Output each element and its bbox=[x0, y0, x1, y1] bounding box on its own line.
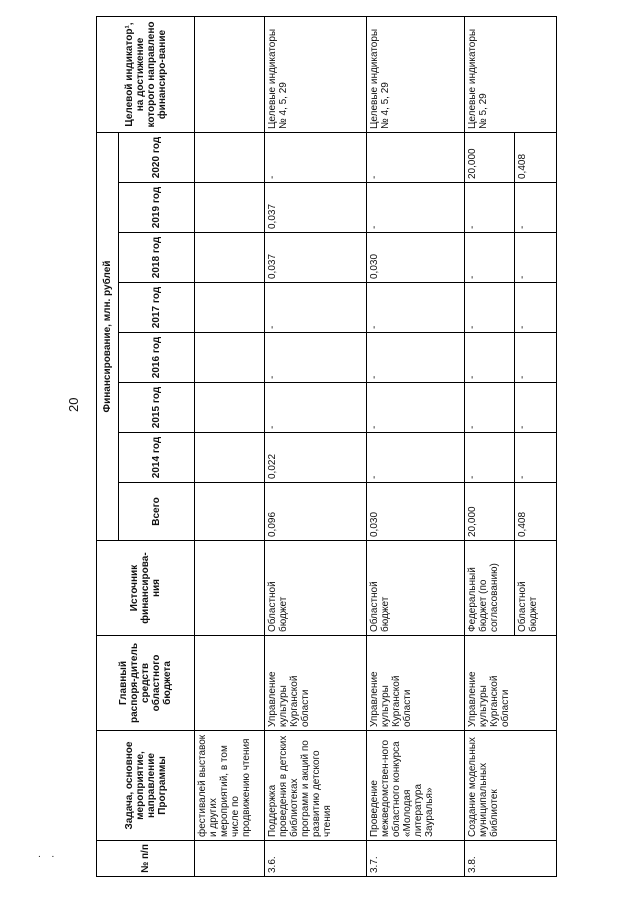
cell-num: 3.6. bbox=[265, 841, 367, 877]
scan-marks: . . bbox=[38, 849, 59, 860]
cell-manager: Управление культуры Курганской области bbox=[367, 636, 465, 731]
financing-table bbox=[96, 16, 557, 877]
table-row bbox=[265, 17, 367, 877]
cell-year: - bbox=[367, 383, 465, 433]
cell-num: 3.8. bbox=[465, 841, 557, 877]
header-year: 2019 год bbox=[119, 183, 195, 233]
cell-year: - bbox=[515, 283, 557, 333]
cell-source: Областной бюджет bbox=[515, 541, 557, 636]
cell-target: Целевые индикаторы № 5, 29 bbox=[465, 17, 557, 133]
cell-year: - bbox=[367, 183, 465, 233]
cell-target bbox=[195, 17, 265, 133]
page-number: 20 bbox=[66, 397, 81, 412]
cell-year bbox=[195, 233, 265, 283]
cell-year: - bbox=[515, 183, 557, 233]
cell-source: Областной бюджет bbox=[265, 541, 367, 636]
cell-year: - bbox=[265, 283, 367, 333]
cell-year: - bbox=[465, 233, 515, 283]
cell-year: - bbox=[265, 133, 367, 183]
cell-target: Целевые индикаторы № 4, 5, 29 bbox=[367, 17, 465, 133]
cell-task: фестивалей выставок и других мероприятий, в том числе по продвижению чтения bbox=[195, 731, 265, 841]
cell-source: Федеральный бюджет (по согласованию) bbox=[465, 541, 515, 636]
cell-source: Областной бюджет bbox=[367, 541, 465, 636]
cell-year: - bbox=[265, 333, 367, 383]
cell-year: 0,030 bbox=[367, 233, 465, 283]
cell-year: - bbox=[265, 383, 367, 433]
cell-task: Поддержка проведения в детских библиотеках программ и акций по развитию детского чтения bbox=[265, 731, 367, 841]
cell-year bbox=[195, 133, 265, 183]
header-year: 2015 год bbox=[119, 383, 195, 433]
cell-year: - bbox=[367, 133, 465, 183]
cell-year: - bbox=[465, 383, 515, 433]
cell-year: 0,037 bbox=[265, 183, 367, 233]
cell-year: - bbox=[367, 333, 465, 383]
cell-target: Целевые индикаторы № 4, 5, 29 bbox=[265, 17, 367, 133]
cell-num bbox=[195, 841, 265, 877]
cell-year: - bbox=[465, 333, 515, 383]
cell-year: - bbox=[515, 233, 557, 283]
header-year: 2020 год bbox=[119, 133, 195, 183]
header-year: 2017 год bbox=[119, 283, 195, 333]
cell-year bbox=[195, 383, 265, 433]
cell-manager: Управление культуры Курганской области bbox=[465, 636, 557, 731]
cell-total: 0,030 bbox=[367, 483, 465, 541]
cell-total: 0,408 bbox=[515, 483, 557, 541]
cell-total bbox=[195, 483, 265, 541]
cell-year bbox=[195, 283, 265, 333]
cell-manager bbox=[195, 636, 265, 731]
header-task: Задача, основное мероприятие, направление Программы bbox=[97, 731, 195, 841]
table-row bbox=[367, 17, 465, 877]
cell-year: - bbox=[367, 433, 465, 483]
cell-year: 0,022 bbox=[265, 433, 367, 483]
cell-year: 0,408 bbox=[515, 133, 557, 183]
cell-year bbox=[195, 333, 265, 383]
cell-year: - bbox=[465, 283, 515, 333]
header-source: Источник финансирова-ния bbox=[97, 541, 195, 636]
cell-year: 20,000 bbox=[465, 133, 515, 183]
cell-year: 0,037 bbox=[265, 233, 367, 283]
cell-year: - bbox=[515, 383, 557, 433]
header-funding: Финансирование, млн. рублей bbox=[97, 133, 119, 541]
cell-task: Проведение межведомствен-ного областного конкурса «Молодая литература Зауралья» bbox=[367, 731, 465, 841]
cell-manager: Управление культуры Курганской области bbox=[265, 636, 367, 731]
cell-year bbox=[195, 433, 265, 483]
header-manager: Главный распоря-дитель средств областного бюджета bbox=[97, 636, 195, 731]
cell-total: 20,000 bbox=[465, 483, 515, 541]
header-year: 2018 год bbox=[119, 233, 195, 283]
cell-year: - bbox=[515, 333, 557, 383]
cell-year bbox=[195, 183, 265, 233]
header-year: 2016 год bbox=[119, 333, 195, 383]
header-total: Всего bbox=[119, 483, 195, 541]
header-num: № п/п bbox=[97, 841, 195, 877]
cell-year: - bbox=[465, 433, 515, 483]
cell-total: 0,096 bbox=[265, 483, 367, 541]
cell-year: - bbox=[465, 183, 515, 233]
header-target: Целевой индикатор¹, на достижение которого направлено финансиро-вание bbox=[97, 17, 195, 133]
header-row-1 bbox=[97, 17, 119, 877]
cell-year: - bbox=[515, 433, 557, 483]
header-year: 2014 год bbox=[119, 433, 195, 483]
cell-source bbox=[195, 541, 265, 636]
table-row bbox=[195, 17, 265, 877]
table-row bbox=[465, 17, 515, 877]
cell-year: - bbox=[367, 283, 465, 333]
cell-task: Создание модельных муниципальных библиотек bbox=[465, 731, 557, 841]
cell-num: 3.7. bbox=[367, 841, 465, 877]
rotated-table-wrapper bbox=[96, 17, 556, 877]
